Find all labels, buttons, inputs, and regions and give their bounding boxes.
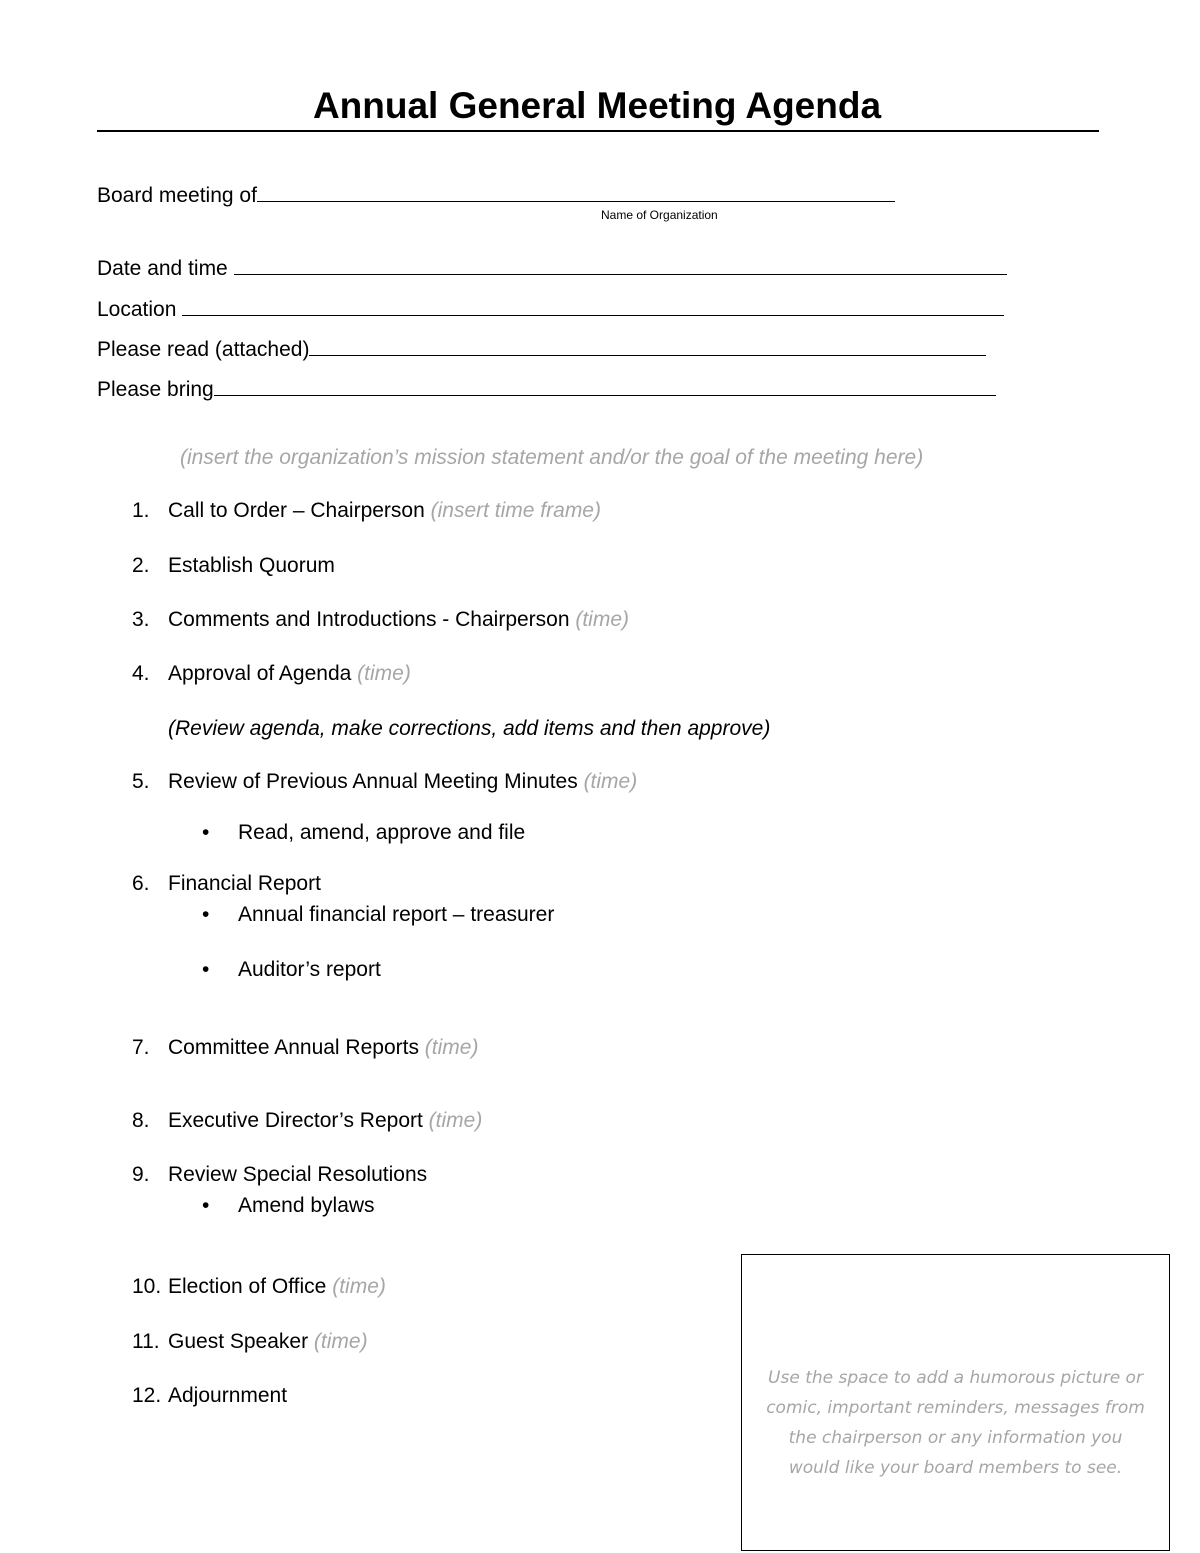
agenda-text: Executive Director’s Report	[168, 1109, 429, 1132]
notes-line: comic, important reminders, messages from	[766, 1398, 1145, 1418]
agenda-time-hint: (time)	[428, 1109, 483, 1132]
agenda-item-11	[132, 1329, 368, 1355]
bullet-icon: •	[202, 958, 210, 981]
agenda-approval-note: (Review agenda, make corrections, add items and then approve)	[168, 717, 771, 740]
please-bring-blank[interactable]	[214, 377, 996, 396]
agenda-number: 8.	[132, 1109, 150, 1132]
agenda-time-hint: (time)	[575, 608, 630, 631]
agenda-number: 2.	[132, 554, 150, 577]
agenda-text: Approval of Agenda	[168, 662, 358, 685]
agenda-text: Call to Order – Chairperson	[168, 499, 431, 522]
agenda-number: 9.	[132, 1163, 150, 1186]
agenda-time-hint: (time)	[583, 770, 638, 793]
subitem-text: Annual financial report – treasurer	[238, 903, 555, 926]
agenda-number: 6.	[132, 872, 150, 895]
bullet-icon: •	[202, 821, 210, 844]
agenda-subitem	[202, 902, 554, 928]
agenda-item-9	[132, 1162, 427, 1188]
agenda-number: 12.	[132, 1384, 162, 1407]
organization-name-blank[interactable]	[257, 183, 895, 202]
agenda-number: 4.	[132, 662, 150, 685]
agenda-text: Review of Previous Annual Meeting Minutes	[168, 770, 584, 793]
agenda-number: 3.	[132, 608, 150, 631]
please-bring-label: Please bring	[97, 378, 214, 401]
agenda-number: 5.	[132, 770, 150, 793]
notes-line: the chairperson or any information you	[788, 1428, 1123, 1448]
subitem-text: Amend bylaws	[238, 1194, 375, 1217]
please-read-field	[97, 337, 986, 363]
agenda-number: 10.	[132, 1275, 162, 1298]
bullet-icon: •	[202, 903, 210, 926]
agenda-text: Committee Annual Reports	[168, 1036, 425, 1059]
notes-line: Use the space to add a humorous picture or	[768, 1368, 1143, 1388]
location-field	[97, 297, 1004, 323]
notes-box	[741, 1254, 1170, 1551]
agenda-item-8	[132, 1108, 482, 1134]
location-label: Location	[97, 298, 183, 321]
agenda-subitem	[202, 957, 381, 983]
subitem-text: Auditor’s report	[238, 958, 381, 981]
page-title: Annual General Meeting Agenda	[312, 85, 882, 126]
agenda-text: Review Special Resolutions	[168, 1163, 428, 1186]
board-meeting-field	[97, 183, 895, 209]
agenda-number: 7.	[132, 1036, 150, 1059]
agenda-number: 1.	[132, 499, 150, 522]
agenda-item-2	[132, 553, 335, 579]
agenda-item-5	[132, 769, 637, 795]
agenda-item-3	[132, 607, 629, 633]
agenda-time-hint: (time)	[357, 662, 411, 685]
date-time-label: Date and time	[97, 257, 234, 280]
agenda-number: 11.	[132, 1330, 160, 1353]
date-time-blank[interactable]	[234, 256, 1007, 275]
notes-line: would like your board members to see.	[788, 1458, 1123, 1478]
please-read-label: Please read (attached)	[97, 338, 310, 361]
agenda-item-1	[132, 498, 601, 524]
agenda-text: Establish Quorum	[168, 554, 335, 577]
bullet-icon: •	[202, 1194, 210, 1217]
agenda-text: Election of Office	[168, 1275, 333, 1298]
location-blank[interactable]	[182, 297, 1004, 316]
subitem-text: Read, amend, approve and file	[238, 821, 526, 844]
agenda-text: Comments and Introductions - Chairperson	[168, 608, 576, 631]
agenda-subitem	[202, 820, 525, 846]
mission-statement-placeholder: (insert the organization’s mission statement and/or the goal of the meeting here)	[180, 446, 924, 469]
agenda-text: Guest Speaker	[168, 1330, 314, 1353]
agenda-time-hint: (time)	[424, 1036, 479, 1059]
agenda-item-4	[132, 661, 411, 687]
organization-name-caption: Name of Organization	[601, 208, 718, 222]
agenda-time-hint: (time)	[313, 1330, 368, 1353]
agenda-item-7	[132, 1035, 478, 1061]
agenda-item-6	[132, 871, 321, 897]
please-bring-field	[97, 377, 996, 403]
notes-box-text	[752, 1363, 1159, 1483]
agenda-time-hint: (insert time frame)	[430, 499, 601, 522]
board-meeting-label: Board meeting of	[97, 184, 257, 207]
agenda-time-hint: (time)	[332, 1275, 386, 1298]
agenda-item-12	[132, 1383, 287, 1409]
agenda-subitem	[202, 1193, 375, 1219]
date-time-field	[97, 256, 1007, 282]
title-underline	[97, 130, 1099, 132]
please-read-blank[interactable]	[309, 337, 986, 356]
agenda-item-10	[132, 1274, 386, 1300]
agenda-text: Adjournment	[168, 1384, 288, 1407]
agenda-text: Financial Report	[168, 872, 321, 895]
